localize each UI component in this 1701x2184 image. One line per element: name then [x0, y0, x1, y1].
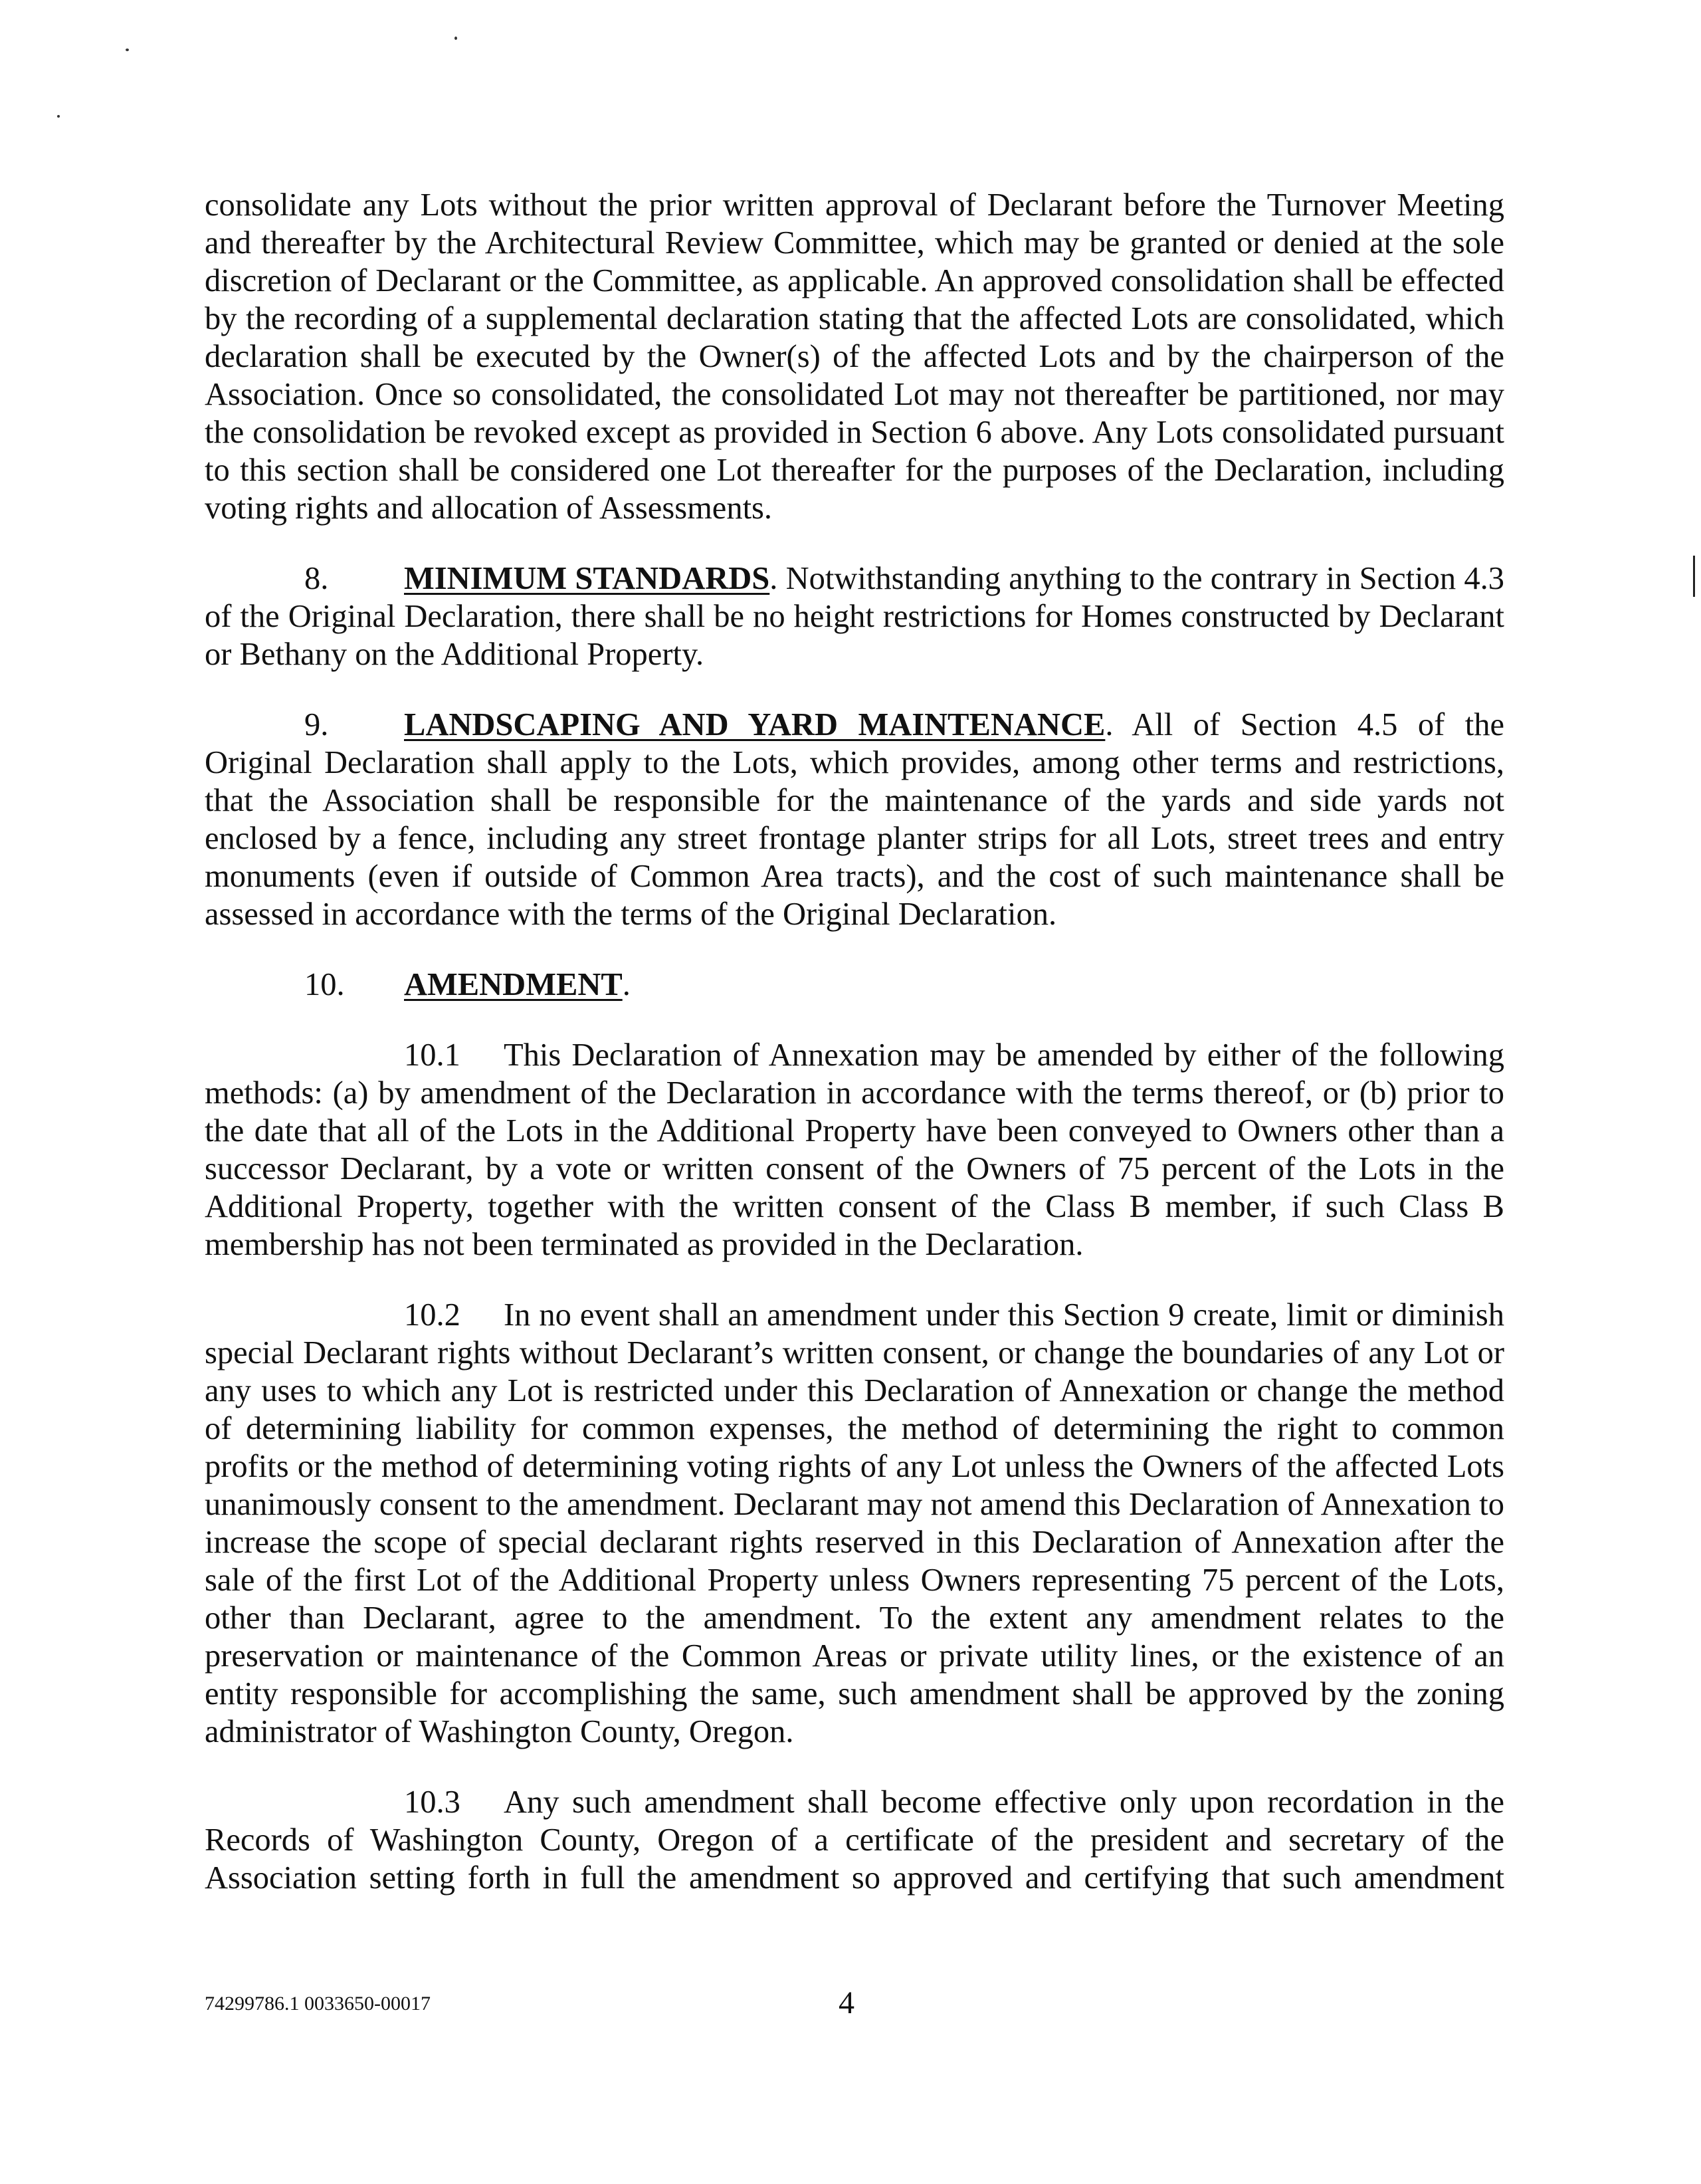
section-10-heading — [205, 966, 1504, 1004]
subsection-10-3 — [205, 1783, 1504, 1897]
section-heading-punct: . — [1105, 707, 1114, 742]
section-number: 9. — [304, 707, 329, 742]
section-9-paragraph — [205, 706, 1504, 933]
section-text: All of Section 4.5 of the Original Declaration shall apply to the Lots, which provides, among other terms and restrictions, that the Association shall be responsible for the maintenance of the yards and side yards not enclosed by a fence, including any street frontage planter strips for all Lots, street trees and entry monuments (even if outside of Common Area tracts), and the cost of such maintenance shall be assessed in accordance with the terms of the Original Declaration. — [205, 707, 1504, 932]
section-heading: LANDSCAPING AND YARD MAINTENANCE — [404, 707, 1106, 742]
section-number: 8. — [304, 561, 329, 596]
section-heading-punct: . — [622, 967, 631, 1002]
section-text: Notwithstanding anything to the contrary in Section 4.3 of the Original Declaration, there shall be no height restrictions for Homes constructed by Declarant or Bethany on the Additional Property. — [205, 561, 1504, 672]
subsection-number: 10.3 — [404, 1785, 460, 1820]
scan-speck — [57, 115, 60, 118]
section-number: 10. — [304, 967, 345, 1002]
document-body — [205, 186, 1504, 1897]
subsection-text: In no event shall an amendment under this Section 9 create, limit or diminish special Declarant rights without Declarant’s written consent, or change the boundaries of any Lot or any uses to which any Lot is restricted under this Declaration of Annexation or change the method of determining liability for common expenses, the method of determining the right to common profits or the method of determining voting rights of any Lot unless the Owners of the affected Lots unanimously consent to the amendment. Declarant may not amend this Declaration of Annexation to increase the scope of special declarant rights reserved in this Declaration of Annexation after the sale of the first Lot of the Additional Property unless Owners representing 75 percent of the Lots, other than Declarant, agree to the amendment. To the extent any amendment relates to the preservation or maintenance of the Common Areas or private utility lines, or the existence of an entity responsible for accomplishing the same, such amendment shall be approved by the zoning administrator of Washington County, Oregon. — [205, 1297, 1504, 1749]
document-id: 74299786.1 0033650-00017 — [205, 1993, 431, 2015]
section-heading-punct: . — [769, 561, 778, 596]
subsection-number: 10.2 — [404, 1297, 460, 1333]
scan-speck — [454, 37, 457, 40]
section-heading: MINIMUM STANDARDS — [404, 561, 770, 596]
continuation-paragraph: consolidate any Lots without the prior written approval of Declarant before the Turnover Meeting and thereafter by the Architectural Review Committee, which may be granted or denied at the sole discretion of Declarant or the Committee, as applicable. An approved consolidation shall be effected by the recording of a supplemental declaration stating that the affected Lots are consolidated, which declaration shall be executed by the Owner(s) of the affected Lots and by the chairperson of the Association. Once so consolidated, the consolidated Lot may not thereafter be partitioned, nor may the consolidation be revoked except as provided in Section 6 above. Any Lots consolidated pursuant to this section shall be considered one Lot thereafter for the purposes of the Declaration, including voting rights and allocation of Assessments. — [205, 187, 1504, 526]
subsection-text: Any such amendment shall become effective only upon recordation in the Records of Washington County, Oregon of a certificate of the president and secretary of the Association setting forth in full the amendment so approved and certifying that such amendment — [205, 1785, 1504, 1896]
subsection-10-1 — [205, 1036, 1504, 1263]
section-8-paragraph — [205, 560, 1504, 673]
subsection-number: 10.1 — [404, 1037, 460, 1073]
subsection-10-2 — [205, 1296, 1504, 1751]
scan-speck — [126, 49, 129, 51]
scan-edge-mark — [1693, 556, 1695, 597]
section-heading: AMENDMENT — [404, 967, 623, 1002]
subsection-text: This Declaration of Annexation may be amended by either of the following methods: (a) by amendment of the Declaration in accordance with the terms thereof, or (b) prior to the date that all of the Lots in the Additional Property have been conveyed to Owners other than a successor Declarant, by a vote or written consent of the Owners of 75 percent of the Lots in the Additional Property, together with the written consent of the Class B member, if such Class B membership has not been terminated as provided in the Declaration. — [205, 1037, 1504, 1262]
page-footer — [0, 1985, 1701, 2024]
page-number: 4 — [839, 1985, 854, 2020]
